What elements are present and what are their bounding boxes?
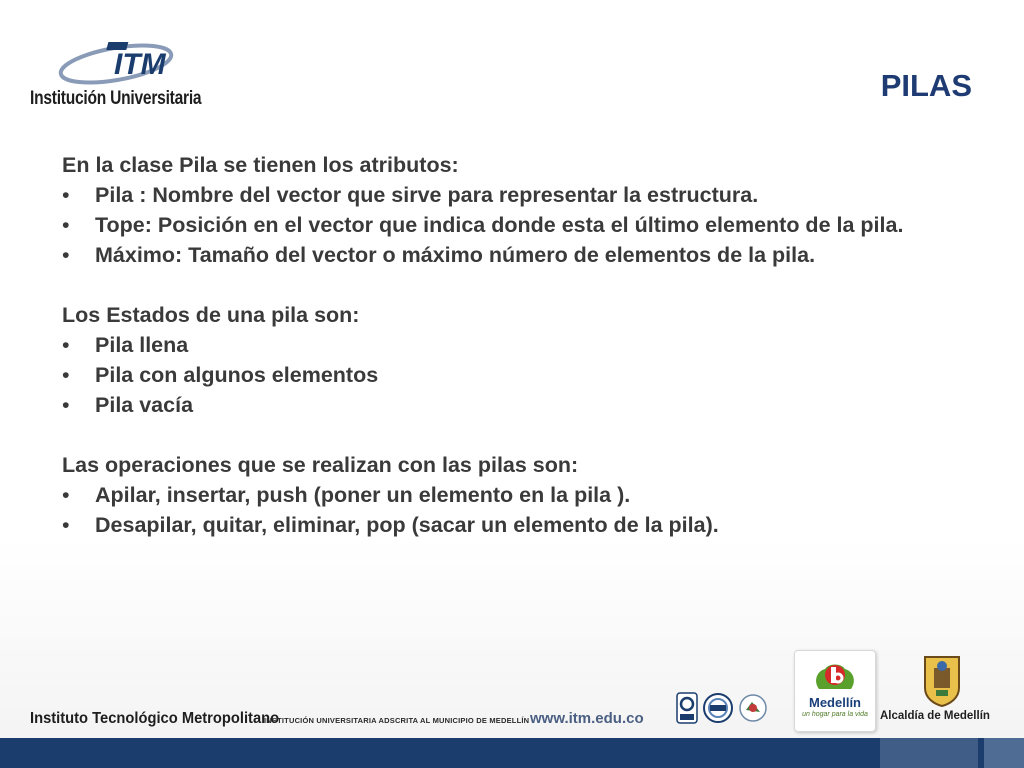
bullet-icon: • (62, 363, 70, 387)
list-item-text: Pila vacía (95, 393, 194, 417)
list-item-text: Pila con algunos elementos (95, 363, 379, 387)
footer-institution: Instituto Tecnológico Metropolitano (30, 710, 280, 727)
bullet-list (62, 180, 982, 270)
content-section (62, 450, 982, 540)
bullet-icon: • (62, 183, 70, 207)
itm-logo (30, 36, 202, 116)
list-item (62, 510, 982, 540)
content-section (62, 300, 982, 420)
logo-subtitle: Institución Universitaria (30, 88, 202, 109)
list-item-text: Máximo: Tamaño del vector o máximo número de elementos de la pila. (95, 243, 816, 267)
section-heading: Las operaciones que se realizan con las pilas son: (62, 453, 579, 477)
list-item (62, 360, 982, 390)
footer-ascription: INSTITUCIÓN UNIVERSITARIA ADSCRITA AL MUNICIPIO DE MEDELLÍN (264, 716, 530, 725)
bullet-icon: • (62, 333, 70, 357)
list-item-text: Pila : Nombre del vector que sirve para representar la estructura. (95, 183, 759, 207)
content-section (62, 150, 982, 270)
slide-title: PILAS (880, 68, 972, 103)
list-item (62, 210, 982, 240)
medellin-slogan: un hogar para la vida (802, 711, 868, 718)
list-item (62, 180, 982, 210)
logo-text: ITM (114, 48, 166, 81)
footer-band-segment (880, 738, 978, 768)
list-item-text: Tope: Posición en el vector que indica donde esta el último elemento de la pila. (95, 213, 904, 237)
section-heading: En la clase Pila se tienen los atributos: (62, 153, 459, 177)
bullet-icon: • (62, 483, 70, 507)
footer-band-segment (984, 738, 1024, 768)
section-heading: Los Estados de una pila son: (62, 303, 360, 327)
list-item-text: Pila llena (95, 333, 189, 357)
bullet-icon: • (62, 513, 70, 537)
list-item (62, 330, 982, 360)
certification-icon-3 (738, 692, 768, 724)
slide-content (62, 150, 982, 570)
medellin-emblem-icon (795, 651, 875, 695)
medellin-logo (794, 650, 876, 732)
itm-logo-icon (54, 36, 194, 86)
list-item (62, 480, 982, 510)
alcaldia-shield-icon (922, 654, 962, 708)
list-item-text: Desapilar, quitar, eliminar, pop (sacar un elemento de la pila). (95, 513, 719, 537)
footer-url-link[interactable]: www.itm.edu.co (530, 710, 644, 727)
list-item (62, 240, 982, 270)
bullet-icon: • (62, 243, 70, 267)
certification-icon-2 (702, 692, 734, 724)
footer-band (0, 738, 1024, 768)
alcaldia-label: Alcaldía de Medellín (880, 710, 990, 722)
bullet-list (62, 330, 982, 420)
list-item-text: Apilar, insertar, push (poner un elemento en la pila ). (95, 483, 631, 507)
bullet-icon: • (62, 393, 70, 417)
medellin-name: Medellín (808, 695, 861, 710)
certification-icon-1 (676, 692, 698, 724)
list-item (62, 390, 982, 420)
bullet-list (62, 480, 982, 540)
bullet-icon: • (62, 213, 70, 237)
